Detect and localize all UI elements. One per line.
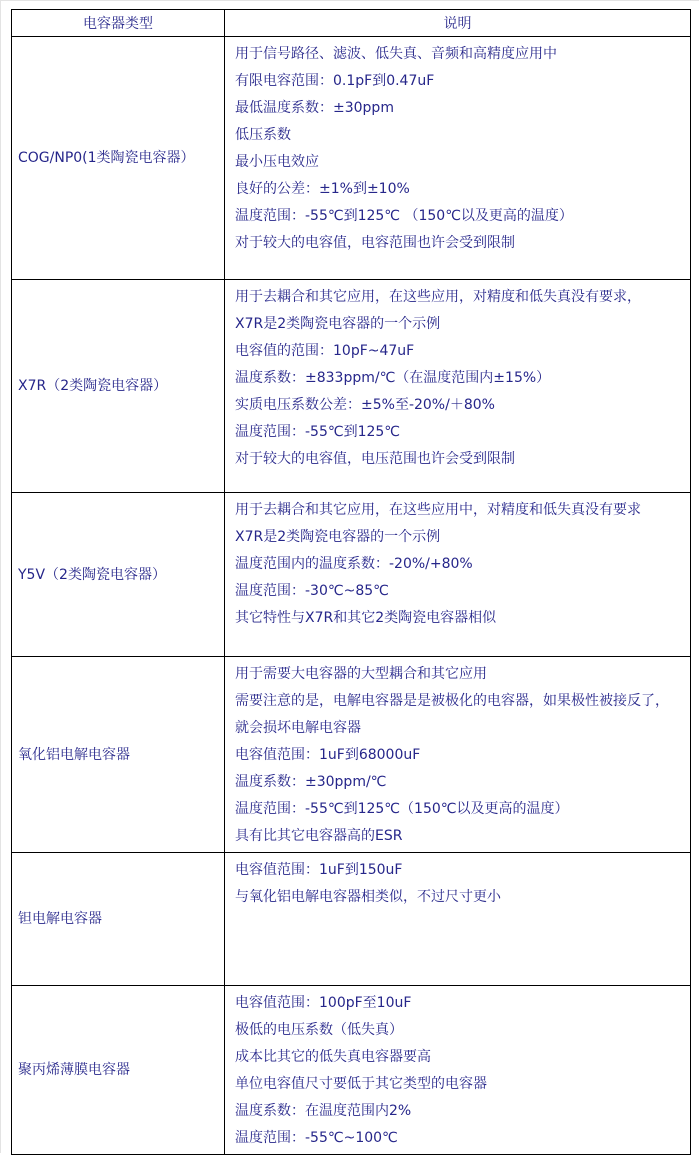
table-row-tantalum-electrolytic [12,853,691,986]
description-cell [225,280,691,493]
desc-line: 温度系数：在温度范围内2% [235,1103,412,1119]
type-cell: X7R（2类陶瓷电容器） [12,280,225,493]
table-row-polypropylene-film [12,986,691,1155]
description-cell [225,986,691,1155]
table-row-aluminum-electrolytic [12,657,691,853]
desc-line: X7R是2类陶瓷电容器的一个示例 [235,529,441,545]
desc-line: 其它特性与X7R和其它2类陶瓷电容器相似 [235,610,497,626]
description-cell [225,493,691,657]
description-cell [225,853,691,986]
capacitor-comparison-table [11,9,691,1155]
desc-line: 具有比其它电容器高的ESR [235,828,403,844]
desc-line: 电容值的范围：10pF~47uF [235,343,415,359]
desc-line: 温度范围：-55℃到125℃ （150℃以及更高的温度） [235,208,573,224]
column-header-description: 说明 [225,10,691,37]
desc-line: 成本比其它的低失真电容器要高 [235,1049,431,1065]
desc-line: 有限电容范围：0.1pF到0.47uF [235,73,435,89]
desc-line: 电容值范围：100pF至10uF [235,995,412,1011]
desc-line: 温度系数：±30ppm/℃ [235,774,387,790]
desc-line: 电容值范围：1uF到150uF [235,862,403,878]
desc-line: 温度系数：±833ppm/℃（在温度范围内±15%） [235,370,551,386]
desc-line: 温度范围：-55℃~100℃ [235,1130,398,1146]
desc-line: 良好的公差：±1%到±10% [235,181,410,197]
desc-line: 温度范围内的温度系数：-20%/+80% [235,556,473,572]
desc-line: 对于较大的电容值，电容范围也许会受到限制 [235,235,515,251]
desc-line: 单位电容值尺寸要低于其它类型的电容器 [235,1076,487,1092]
desc-line: 实质电压系数公差：±5%至-20%/＋80% [235,397,495,413]
desc-line: 极低的电压系数（低失真） [235,1022,403,1038]
type-cell: 钽电解电容器 [12,853,225,986]
desc-line: 最低温度系数：±30ppm [235,100,394,116]
desc-line: 最小压电效应 [235,154,319,170]
desc-line: X7R是2类陶瓷电容器的一个示例 [235,316,441,332]
table-row-cog-np0 [12,37,691,280]
desc-line: 温度范围：-55℃到125℃（150℃以及更高的温度） [235,801,569,817]
type-cell: 氧化铝电解电容器 [12,657,225,853]
table-row-x7r [12,280,691,493]
type-cell: 聚丙烯薄膜电容器 [12,986,225,1155]
type-cell: Y5V（2类陶瓷电容器） [12,493,225,657]
desc-line: 用于去耦合和其它应用，在这些应用中，对精度和低失真没有要求 [235,502,641,518]
description-cell [225,657,691,853]
desc-line: 需要注意的是，电解电容器是是被极化的电容器，如果极性被接反了，就会损坏电解电容器 [235,693,669,736]
desc-line: 与氧化铝电解电容器相类似，不过尺寸更小 [235,889,501,905]
desc-line: 用于需要大电容器的大型耦合和其它应用 [235,666,487,682]
type-cell: COG/NP0(1类陶瓷电容器） [12,37,225,280]
desc-line: 用于信号路径、滤波、低失真、音频和高精度应用中 [235,46,557,62]
desc-line: 电容值范围：1uF到68000uF [235,747,421,763]
desc-line: 温度范围：-55℃到125℃ [235,424,401,440]
desc-line: 低压系数 [235,127,291,143]
header-row [12,10,691,37]
desc-line: 对于较大的电容值，电压范围也许会受到限制 [235,451,515,467]
desc-line: 用于去耦合和其它应用，在这些应用，对精度和低失真没有要求， [235,289,641,305]
desc-line: 温度范围：-30℃~85℃ [235,583,389,599]
column-header-capacitor-type: 电容器类型 [12,10,225,37]
description-cell [225,37,691,280]
table-row-y5v [12,493,691,657]
